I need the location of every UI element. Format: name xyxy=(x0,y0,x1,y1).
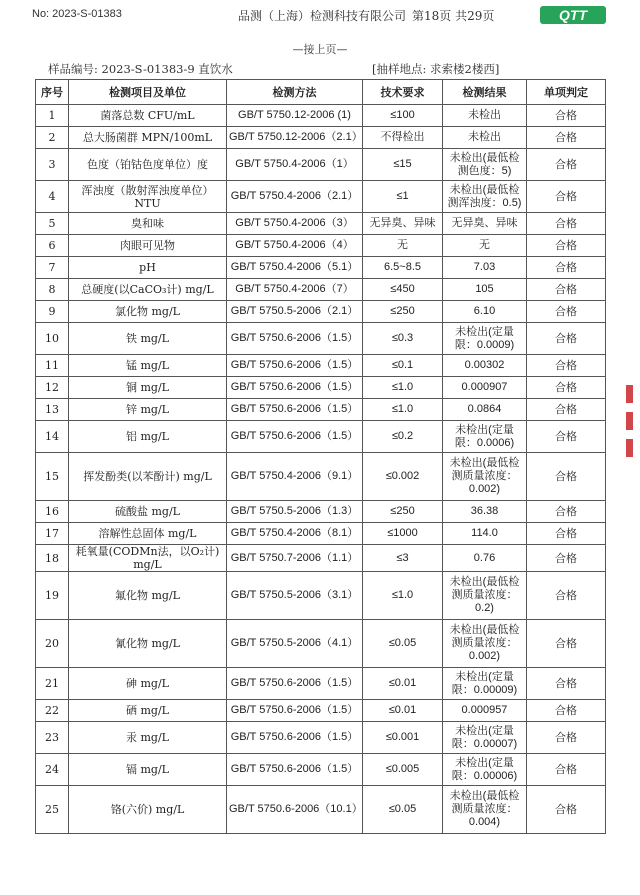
requirement: ≤0.05 xyxy=(363,620,443,668)
judgement: 合格 xyxy=(527,257,606,279)
table-row xyxy=(36,754,606,786)
test-item: 菌落总数 CFU/mL xyxy=(69,105,227,127)
test-result: 未检出(最低检测质量浓度：0.002) xyxy=(443,620,527,668)
table-row xyxy=(36,399,606,421)
test-method: GB/T 5750.6-2006（10.1） xyxy=(227,786,363,834)
judgement: 合格 xyxy=(527,279,606,301)
test-item: 耗氧量(CODMn法，以O₂计) mg/L xyxy=(69,545,227,572)
requirement: ≤1.0 xyxy=(363,572,443,620)
row-number: 1 xyxy=(36,105,69,127)
test-method: GB/T 5750.4-2006（9.1） xyxy=(227,453,363,501)
requirement: ≤1.0 xyxy=(363,399,443,421)
test-method: GB/T 5750.6-2006（1.5） xyxy=(227,754,363,786)
row-number: 7 xyxy=(36,257,69,279)
header-requirement: 技术要求 xyxy=(363,80,443,105)
table-row xyxy=(36,149,606,181)
test-item: 总大肠菌群 MPN/100mL xyxy=(69,127,227,149)
row-number: 13 xyxy=(36,399,69,421)
requirement: ≤0.05 xyxy=(363,786,443,834)
requirement: 6.5~8.5 xyxy=(363,257,443,279)
page-indicator: 第18页 共29页 xyxy=(412,9,495,23)
test-result: 36.38 xyxy=(443,501,527,523)
logo-text: QTT xyxy=(559,7,587,23)
requirement: ≤0.001 xyxy=(363,722,443,754)
test-item: pH xyxy=(69,257,227,279)
judgement: 合格 xyxy=(527,572,606,620)
test-method: GB/T 5750.4-2006（2.1） xyxy=(227,181,363,213)
test-result: 未检出(定量限：0.00007) xyxy=(443,722,527,754)
table-row xyxy=(36,523,606,545)
company-logo xyxy=(540,4,606,26)
test-item: 臭和味 xyxy=(69,213,227,235)
test-item: 铝 mg/L xyxy=(69,421,227,453)
requirement: ≤0.01 xyxy=(363,700,443,722)
test-result: 未检出(定量限：0.00009) xyxy=(443,668,527,700)
row-number: 4 xyxy=(36,181,69,213)
test-result: 未检出 xyxy=(443,127,527,149)
test-method: GB/T 5750.6-2006（1.5） xyxy=(227,700,363,722)
test-item: 溶解性总固体 mg/L xyxy=(69,523,227,545)
requirement: ≤0.005 xyxy=(363,754,443,786)
table-row xyxy=(36,105,606,127)
test-item: 硫酸盐 mg/L xyxy=(69,501,227,523)
test-method: GB/T 5750.7-2006（1.1） xyxy=(227,545,363,572)
judgement: 合格 xyxy=(527,235,606,257)
judgement: 合格 xyxy=(527,668,606,700)
test-method: GB/T 5750.4-2006（7） xyxy=(227,279,363,301)
test-result: 未检出(最低检测质量浓度：0.002) xyxy=(443,453,527,501)
report-number: No: 2023-S-01383 xyxy=(32,8,122,20)
test-method: GB/T 5750.6-2006（1.5） xyxy=(227,323,363,355)
requirement: 不得检出 xyxy=(363,127,443,149)
test-method: GB/T 5750.4-2006（8.1） xyxy=(227,523,363,545)
table-row xyxy=(36,572,606,620)
row-number: 19 xyxy=(36,572,69,620)
row-number: 17 xyxy=(36,523,69,545)
test-item: 锌 mg/L xyxy=(69,399,227,421)
test-result: 未检出(最低检测色度：5) xyxy=(443,149,527,181)
row-number: 16 xyxy=(36,501,69,523)
judgement: 合格 xyxy=(527,786,606,834)
test-result: 0.0864 xyxy=(443,399,527,421)
test-result: 114.0 xyxy=(443,523,527,545)
test-item: 铁 mg/L xyxy=(69,323,227,355)
requirement: ≤0.002 xyxy=(363,453,443,501)
test-item: 肉眼可见物 xyxy=(69,235,227,257)
judgement: 合格 xyxy=(527,355,606,377)
row-number: 8 xyxy=(36,279,69,301)
requirement: ≤1 xyxy=(363,181,443,213)
test-method: GB/T 5750.12-2006（2.1） xyxy=(227,127,363,149)
test-result: 未检出(定量限：0.0006) xyxy=(443,421,527,453)
test-item: 挥发酚类(以苯酚计) mg/L xyxy=(69,453,227,501)
row-number: 2 xyxy=(36,127,69,149)
test-result: 6.10 xyxy=(443,301,527,323)
row-number: 11 xyxy=(36,355,69,377)
header-no: 序号 xyxy=(36,80,69,105)
table-row xyxy=(36,722,606,754)
test-item: 铜 mg/L xyxy=(69,377,227,399)
test-method: GB/T 5750.6-2006（1.5） xyxy=(227,722,363,754)
test-result: 未检出(最低检测质量浓度：0.2) xyxy=(443,572,527,620)
test-method: GB/T 5750.5-2006（3.1） xyxy=(227,572,363,620)
judgement: 合格 xyxy=(527,149,606,181)
header-method: 检测方法 xyxy=(227,80,363,105)
test-result: 未检出 xyxy=(443,105,527,127)
row-number: 3 xyxy=(36,149,69,181)
test-result: 无 xyxy=(443,235,527,257)
test-result: 0.76 xyxy=(443,545,527,572)
requirement: ≤1000 xyxy=(363,523,443,545)
requirement: 无 xyxy=(363,235,443,257)
row-number: 10 xyxy=(36,323,69,355)
table-row xyxy=(36,453,606,501)
requirement: ≤250 xyxy=(363,501,443,523)
table-row xyxy=(36,786,606,834)
header-judgement: 单项判定 xyxy=(527,80,606,105)
table-row xyxy=(36,668,606,700)
judgement: 合格 xyxy=(527,181,606,213)
test-method: GB/T 5750.4-2006（1） xyxy=(227,149,363,181)
requirement: ≤250 xyxy=(363,301,443,323)
requirement: ≤3 xyxy=(363,545,443,572)
test-result: 未检出(最低检测质量浓度：0.004) xyxy=(443,786,527,834)
test-method: GB/T 5750.6-2006（1.5） xyxy=(227,355,363,377)
row-number: 22 xyxy=(36,700,69,722)
judgement: 合格 xyxy=(527,213,606,235)
test-method: GB/T 5750.5-2006（1.3） xyxy=(227,501,363,523)
row-number: 24 xyxy=(36,754,69,786)
judgement: 合格 xyxy=(527,105,606,127)
test-item: 氯化物 mg/L xyxy=(69,301,227,323)
results-table xyxy=(35,79,606,834)
row-number: 12 xyxy=(36,377,69,399)
test-method: GB/T 5750.6-2006（1.5） xyxy=(227,421,363,453)
test-result: 105 xyxy=(443,279,527,301)
row-number: 18 xyxy=(36,545,69,572)
table-row xyxy=(36,421,606,453)
test-method: GB/T 5750.6-2006（1.5） xyxy=(227,668,363,700)
test-result: 未检出(定量限：0.00006) xyxy=(443,754,527,786)
requirement: ≤100 xyxy=(363,105,443,127)
test-method: GB/T 5750.6-2006（1.5） xyxy=(227,399,363,421)
row-number: 5 xyxy=(36,213,69,235)
judgement: 合格 xyxy=(527,523,606,545)
test-result: 0.000907 xyxy=(443,377,527,399)
sample-label: 样品编号: 2023-S-01383-9 直饮水 xyxy=(48,62,233,76)
company-name: 品测（上海）检测科技有限公司 xyxy=(238,9,407,23)
test-method: GB/T 5750.4-2006（3） xyxy=(227,213,363,235)
table-row xyxy=(36,501,606,523)
judgement: 合格 xyxy=(527,722,606,754)
judgement: 合格 xyxy=(527,127,606,149)
table-row xyxy=(36,545,606,572)
sampling-place: [抽样地点: 求索楼2楼西] xyxy=(372,62,500,76)
test-result: 7.03 xyxy=(443,257,527,279)
table-row xyxy=(36,301,606,323)
requirement: ≤15 xyxy=(363,149,443,181)
table-row xyxy=(36,257,606,279)
test-result: 无异臭、异味 xyxy=(443,213,527,235)
row-number: 15 xyxy=(36,453,69,501)
header-result: 检测结果 xyxy=(443,80,527,105)
requirement: ≤0.1 xyxy=(363,355,443,377)
table-row xyxy=(36,377,606,399)
test-result: 0.00302 xyxy=(443,355,527,377)
test-result: 未检出(最低检测浑浊度：0.5) xyxy=(443,181,527,213)
judgement: 合格 xyxy=(527,399,606,421)
judgement: 合格 xyxy=(527,754,606,786)
requirement: ≤0.3 xyxy=(363,323,443,355)
table-row xyxy=(36,181,606,213)
requirement: 无异臭、异味 xyxy=(363,213,443,235)
test-item: 砷 mg/L xyxy=(69,668,227,700)
judgement: 合格 xyxy=(527,421,606,453)
test-item: 色度（铂钴色度单位）度 xyxy=(69,149,227,181)
judgement: 合格 xyxy=(527,501,606,523)
judgement: 合格 xyxy=(527,700,606,722)
table-header-row xyxy=(36,80,606,105)
test-result: 0.000957 xyxy=(443,700,527,722)
test-item: 镉 mg/L xyxy=(69,754,227,786)
row-number: 21 xyxy=(36,668,69,700)
test-method: GB/T 5750.4-2006（5.1） xyxy=(227,257,363,279)
row-number: 9 xyxy=(36,301,69,323)
judgement: 合格 xyxy=(527,620,606,668)
requirement: ≤1.0 xyxy=(363,377,443,399)
judgement: 合格 xyxy=(527,545,606,572)
row-number: 20 xyxy=(36,620,69,668)
requirement: ≤0.01 xyxy=(363,668,443,700)
test-item: 浑浊度（散射浑浊度单位）NTU xyxy=(69,181,227,213)
test-item: 铬(六价) mg/L xyxy=(69,786,227,834)
judgement: 合格 xyxy=(527,323,606,355)
test-result: 未检出(定量限：0.0009) xyxy=(443,323,527,355)
test-item: 汞 mg/L xyxy=(69,722,227,754)
test-method: GB/T 5750.5-2006（2.1） xyxy=(227,301,363,323)
test-item: 硒 mg/L xyxy=(69,700,227,722)
judgement: 合格 xyxy=(527,453,606,501)
test-item: 锰 mg/L xyxy=(69,355,227,377)
row-number: 6 xyxy=(36,235,69,257)
row-number: 25 xyxy=(36,786,69,834)
test-method: GB/T 5750.5-2006（4.1） xyxy=(227,620,363,668)
judgement: 合格 xyxy=(527,301,606,323)
row-number: 14 xyxy=(36,421,69,453)
table-row xyxy=(36,620,606,668)
judgement: 合格 xyxy=(527,377,606,399)
table-row xyxy=(36,235,606,257)
test-item: 氰化物 mg/L xyxy=(69,620,227,668)
table-row xyxy=(36,213,606,235)
table-row xyxy=(36,700,606,722)
continued-note: —接上页— xyxy=(292,43,348,56)
requirement: ≤0.2 xyxy=(363,421,443,453)
red-side-marks xyxy=(626,385,633,465)
test-method: GB/T 5750.6-2006（1.5） xyxy=(227,377,363,399)
table-row xyxy=(36,355,606,377)
test-item: 氟化物 mg/L xyxy=(69,572,227,620)
report-header xyxy=(238,7,494,24)
table-row xyxy=(36,279,606,301)
test-method: GB/T 5750.4-2006（4） xyxy=(227,235,363,257)
test-item: 总硬度(以CaCO₃计) mg/L xyxy=(69,279,227,301)
table-row xyxy=(36,127,606,149)
requirement: ≤450 xyxy=(363,279,443,301)
table-row xyxy=(36,323,606,355)
row-number: 23 xyxy=(36,722,69,754)
test-method: GB/T 5750.12-2006 (1) xyxy=(227,105,363,127)
header-item: 检测项目及单位 xyxy=(69,80,227,105)
